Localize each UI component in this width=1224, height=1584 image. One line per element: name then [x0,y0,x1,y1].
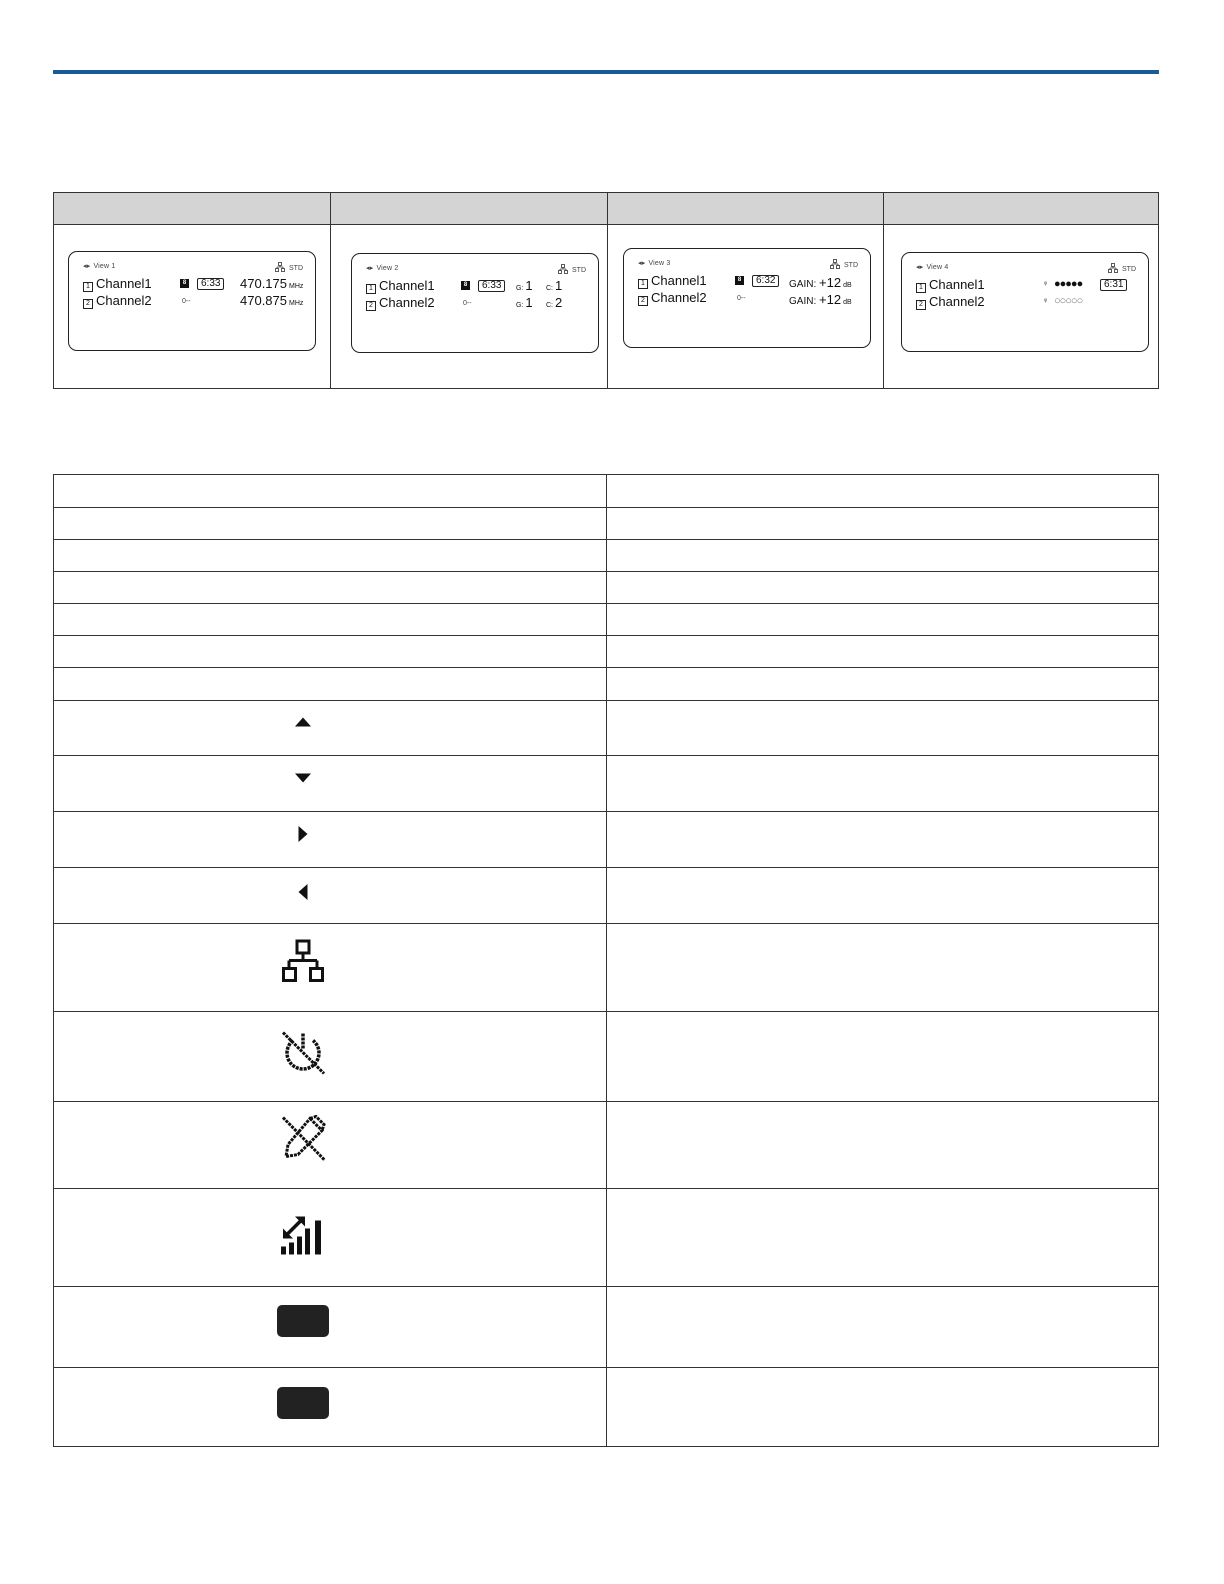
table-cell [607,701,1159,756]
gain-number: +12 [819,292,842,307]
mic-off-icon [280,1115,326,1168]
table-cell [54,636,607,668]
table-row [54,868,1159,924]
nav-arrows-icon: ◂▸ [83,263,91,270]
signal-meter: ○○○○○ [1054,295,1083,307]
table-cell [54,508,607,540]
gain-unit: dB [843,282,852,289]
group-value [516,295,533,310]
channel-name: Channel1 [651,273,707,288]
table-row [54,756,1159,812]
table-cell [607,1102,1159,1189]
channel-name: Channel2 [651,290,707,305]
frequency-unit: MHz [289,300,304,307]
table-cell [54,924,607,1012]
table-cell [607,1287,1159,1368]
view-2-cell [331,225,608,389]
group-value [516,278,533,293]
network-icon [558,264,568,274]
status-area [1108,263,1136,273]
table-cell [54,1102,607,1189]
table-row [54,701,1159,756]
channel-name: Channel2 [929,294,985,309]
frequency-number: 470.875 [240,293,287,308]
table-cell [54,475,607,508]
table-cell [607,1368,1159,1447]
channel-number-value: 1 [555,278,563,293]
table-row [54,668,1159,701]
black-box-icon [277,1305,329,1337]
gain-number: +12 [819,275,842,290]
lcd-screen-view-1 [68,251,316,351]
arrow-left-icon [299,884,308,900]
gain-unit: dB [843,299,852,306]
gain-value [789,292,852,307]
table-cell [54,812,607,868]
battery-time: 6:32 [752,275,779,287]
table-row [54,636,1159,668]
table-cell [54,1189,607,1287]
table-row [54,1012,1159,1102]
view-label: View 2 [376,265,399,272]
status-area [558,264,586,274]
table-row [54,540,1159,572]
channel-row [366,279,586,294]
view-header [366,264,399,272]
table-row [54,1189,1159,1287]
table-row [54,924,1159,1012]
table-cell [607,604,1159,636]
channel-label: C: [546,302,553,309]
channel-name: Channel1 [379,278,435,293]
icon-reference-table [53,474,1159,1447]
black-box-icon [277,1387,329,1419]
table-cell [607,868,1159,924]
arrow-up-icon [295,718,311,727]
top-rule [53,70,1159,74]
view-label: View 3 [648,260,671,267]
channel-row [83,277,303,292]
channel-number-value: 2 [555,295,563,310]
views-header-row [54,193,1159,225]
table-cell [607,1189,1159,1287]
table-row [54,1368,1159,1447]
network-icon [275,262,285,272]
std-label: STD [572,267,586,274]
network-icon [282,939,324,988]
view-3-cell [608,225,884,389]
view-header [83,262,116,270]
view-label: View 4 [926,264,949,271]
battery-icon: 8 [180,279,189,288]
group-label: G: [516,285,524,292]
table-cell [607,540,1159,572]
table-cell [54,604,607,636]
rf-indicator-icon: ᵠ [1044,298,1048,305]
lcd-screen-view-3 [623,248,871,348]
table-cell [607,636,1159,668]
signal-meter: ●●●●● [1054,278,1083,290]
table-cell [607,475,1159,508]
views-header-cell [608,193,884,225]
battery-time: 6:33 [197,278,224,290]
table-cell [607,756,1159,812]
table-cell [54,540,607,572]
views-header-cell [331,193,608,225]
gain-label: GAIN: [789,296,817,307]
rf-indicator-icon: ᵠ [1044,281,1048,288]
std-label: STD [289,265,303,272]
table-cell [54,668,607,701]
frequency-value [240,276,303,291]
table-cell [54,701,607,756]
table-cell [607,668,1159,701]
table-row [54,508,1159,540]
group-label: G: [516,302,524,309]
table-cell [54,1287,607,1368]
channel-label: C: [546,285,553,292]
network-icon [1108,263,1118,273]
channel-name: Channel1 [929,277,985,292]
table-cell [607,1012,1159,1102]
channel-value [546,278,562,293]
table-cell [607,812,1159,868]
views-row [54,225,1159,389]
channel-number: 2 [83,299,93,309]
views-header-cell [54,193,331,225]
channel-row [366,296,586,311]
channel-number: 2 [916,300,926,310]
table-cell [607,508,1159,540]
channel-row [916,278,1136,293]
display-views-table [53,192,1159,389]
table-row [54,812,1159,868]
table-row [54,1102,1159,1189]
nav-arrows-icon: ◂▸ [366,265,374,272]
frequency-unit: MHz [289,283,304,290]
channel-row [916,295,1136,310]
status-area [830,259,858,269]
view-1-cell [54,225,331,389]
nav-arrows-icon: ◂▸ [916,264,924,271]
table-cell [54,756,607,812]
gain-value [789,275,852,290]
table-cell [607,572,1159,604]
lcd-screen-view-2 [351,253,599,353]
channel-row [638,291,858,306]
channel-number: 2 [638,296,648,306]
status-area [275,262,303,272]
battery-time: 6:31 [1100,279,1127,291]
view-4-cell [884,225,1159,389]
table-cell [54,572,607,604]
table-cell [607,924,1159,1012]
table-row [54,1287,1159,1368]
channel-name: Channel2 [96,293,152,308]
no-transmitter-indicator: 0-- [737,295,746,302]
channel-number: 1 [638,279,648,289]
table-row [54,572,1159,604]
signal-strength-icon [279,1210,327,1261]
network-icon [830,259,840,269]
channel-name: Channel1 [96,276,152,291]
frequency-value [240,293,303,308]
std-label: STD [844,262,858,269]
no-transmitter-indicator: 0-- [463,300,472,307]
channel-name: Channel2 [379,295,435,310]
channel-number: 1 [916,283,926,293]
arrow-down-icon [295,773,311,782]
channel-number: 1 [366,284,376,294]
power-off-icon [280,1029,326,1080]
channel-row [638,274,858,289]
channel-number: 1 [83,282,93,292]
view-label: View 1 [93,263,116,270]
views-header-cell [884,193,1159,225]
table-cell [54,1368,607,1447]
table-row [54,475,1159,508]
gain-label: GAIN: [789,279,817,290]
nav-arrows-icon: ◂▸ [638,260,646,267]
battery-icon: 8 [735,276,744,285]
view-header [916,263,949,271]
channel-row [83,294,303,309]
table-cell [54,868,607,924]
table-row [54,604,1159,636]
group-number: 1 [525,278,533,293]
group-number: 1 [525,295,533,310]
battery-time: 6:33 [478,280,505,292]
std-label: STD [1122,266,1136,273]
lcd-screen-view-4 [901,252,1149,352]
table-cell [54,1012,607,1102]
channel-number: 2 [366,301,376,311]
frequency-number: 470.175 [240,276,287,291]
no-transmitter-indicator: 0-- [182,298,191,305]
view-header [638,259,671,267]
channel-value [546,295,562,310]
battery-icon: 8 [461,281,470,290]
arrow-right-icon [299,826,308,842]
